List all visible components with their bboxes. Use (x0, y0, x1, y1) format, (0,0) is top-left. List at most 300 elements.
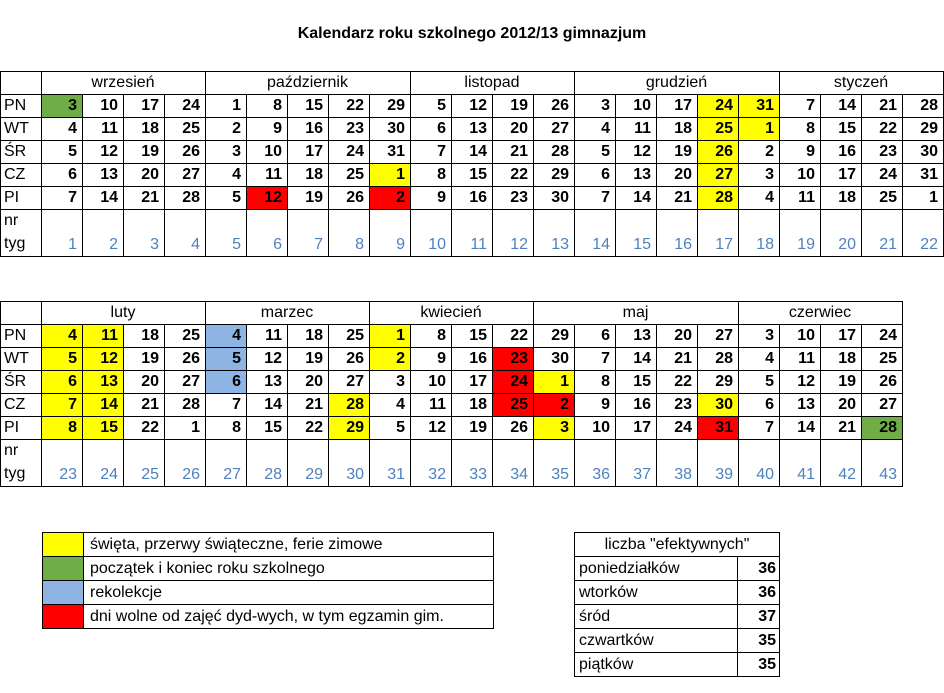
legend-label: rekolekcje (90, 583, 163, 601)
grid-line (615, 94, 616, 257)
count-value: 35 (758, 631, 776, 649)
day-cell: 31 (387, 142, 405, 160)
day-cell: 19 (305, 188, 323, 206)
day-cell: 9 (273, 119, 282, 137)
day-cell: 13 (633, 326, 651, 344)
legend-label: początek i koniec roku szkolnego (90, 559, 325, 577)
day-cell: 28 (861, 416, 902, 439)
day-label: PN (4, 326, 27, 344)
day-cell: 22 (510, 326, 528, 344)
day-cell: 16 (469, 349, 487, 367)
week-number: 26 (182, 465, 200, 483)
page-title: Kalendarz roku szkolnego 2012/13 gimnazjum (297, 25, 647, 42)
month-header: marzec (260, 303, 314, 321)
day-cell: 21 (838, 418, 856, 436)
day-cell: 3 (765, 165, 774, 183)
day-cell: 14 (633, 349, 651, 367)
day-cell: 27 (697, 163, 738, 186)
day-cell: 24 (674, 418, 692, 436)
grid-line (82, 94, 83, 257)
day-cell: 4 (68, 119, 77, 137)
week-number: 41 (797, 465, 815, 483)
day-cell: 3 (41, 94, 82, 117)
grid-line (0, 140, 944, 141)
grid-line (410, 324, 411, 487)
day-cell: 5 (205, 347, 246, 370)
day-cell: 24 (879, 165, 897, 183)
day-cell: 25 (182, 326, 200, 344)
day-label: ŚR (4, 372, 27, 390)
month-header: grudzień (645, 73, 708, 91)
day-cell: 15 (305, 96, 323, 114)
day-cell: 16 (838, 142, 856, 160)
day-cell: 25 (697, 117, 738, 140)
grid-line (0, 117, 944, 118)
week-number: 7 (314, 235, 323, 253)
grid-line (205, 301, 206, 487)
day-cell: 19 (141, 349, 159, 367)
legend-swatch-yellow (43, 533, 84, 556)
day-cell: 7 (232, 395, 241, 413)
day-cell: 4 (396, 395, 405, 413)
day-cell: 20 (305, 372, 323, 390)
day-cell: 20 (141, 372, 159, 390)
day-cell: 7 (601, 349, 610, 367)
day-cell: 3 (533, 416, 574, 439)
grid-line (164, 94, 165, 257)
day-cell: 19 (141, 142, 159, 160)
week-number-label: nr tyg (4, 442, 26, 482)
grid-line (328, 94, 329, 257)
day-cell: 21 (141, 188, 159, 206)
grid-line (451, 94, 452, 257)
day-cell: 22 (674, 372, 692, 390)
day-cell: 15 (469, 165, 487, 183)
grid-line (328, 324, 329, 487)
grid-line (738, 94, 739, 257)
day-cell: 12 (82, 347, 123, 370)
day-cell: 24 (346, 142, 364, 160)
week-number: 23 (59, 465, 77, 483)
week-number: 3 (150, 235, 159, 253)
day-cell: 3 (232, 142, 241, 160)
week-number: 33 (469, 465, 487, 483)
day-cell: 11 (798, 188, 815, 206)
legend-row-retreat (42, 581, 494, 605)
day-cell: 22 (305, 418, 323, 436)
grid-line (410, 71, 411, 257)
day-cell: 29 (551, 326, 569, 344)
day-cell: 19 (305, 349, 323, 367)
count-row-tuesday (574, 581, 780, 605)
count-value: 36 (758, 559, 776, 577)
day-cell: 26 (182, 349, 200, 367)
week-number: 24 (100, 465, 118, 483)
day-cell: 12 (100, 142, 118, 160)
day-label: PN (4, 96, 27, 114)
day-cell: 7 (765, 418, 774, 436)
day-cell: 1 (738, 117, 779, 140)
day-cell: 12 (797, 372, 815, 390)
count-row-wednesday (574, 605, 780, 629)
count-value: 35 (758, 655, 776, 673)
day-cell: 17 (305, 142, 323, 160)
week-number: 5 (232, 235, 241, 253)
day-cell: 11 (265, 165, 282, 183)
day-cell: 4 (232, 165, 241, 183)
grid-line (0, 163, 944, 164)
week-number: 30 (346, 465, 364, 483)
day-cell: 31 (738, 94, 779, 117)
day-cell: 12 (428, 418, 446, 436)
day-cell: 28 (697, 186, 738, 209)
week-number: 29 (305, 465, 323, 483)
day-cell: 23 (674, 395, 692, 413)
day-cell: 14 (469, 142, 487, 160)
day-cell: 15 (82, 416, 123, 439)
grid-line (779, 71, 780, 257)
legend-label: święta, przerwy świąteczne, ferie zimowe (90, 535, 383, 553)
grid-line (287, 94, 288, 257)
day-cell: 27 (346, 372, 364, 390)
day-cell: 10 (264, 142, 282, 160)
day-cell: 13 (264, 372, 282, 390)
day-cell: 5 (68, 142, 77, 160)
month-header: czerwiec (788, 303, 852, 321)
day-cell: 5 (41, 347, 82, 370)
count-row-thursday (574, 629, 780, 653)
day-cell: 12 (633, 142, 651, 160)
day-cell: 29 (715, 372, 733, 390)
day-cell: 2 (369, 347, 410, 370)
day-cell: 9 (437, 349, 446, 367)
day-cell: 7 (437, 142, 446, 160)
day-cell: 6 (765, 395, 774, 413)
week-number: 18 (756, 235, 774, 253)
month-header: styczeń (833, 73, 889, 91)
day-cell: 10 (797, 326, 815, 344)
week-number: 1 (68, 235, 77, 253)
day-cell: 24 (182, 96, 200, 114)
day-cell: 8 (232, 418, 241, 436)
week-number: 36 (592, 465, 610, 483)
day-label: PI (4, 188, 20, 206)
day-cell: 25 (346, 326, 364, 344)
day-cell: 10 (100, 96, 118, 114)
week-number: 43 (879, 465, 897, 483)
grid-line (0, 301, 903, 302)
grid-line (902, 301, 903, 487)
day-cell: 26 (697, 140, 738, 163)
day-label: WT (4, 349, 29, 367)
grid-line (533, 94, 534, 257)
legend-label: dni wolne od zajęć dyd-wych, w tym egzamin gim. (90, 607, 444, 625)
day-cell: 28 (551, 142, 569, 160)
month-header: wrzesień (91, 73, 155, 91)
day-cell: 11 (265, 326, 282, 344)
week-number: 27 (223, 465, 241, 483)
day-cell: 18 (838, 349, 856, 367)
calendar-sep-jan (0, 71, 943, 256)
week-number: 40 (756, 465, 774, 483)
legend-row-holidays (42, 532, 494, 557)
week-number-label: nr tyg (4, 212, 26, 252)
grid-line (41, 71, 42, 257)
week-number: 13 (551, 235, 569, 253)
day-cell: 30 (551, 349, 569, 367)
day-cell: 14 (797, 418, 815, 436)
count-label: czwartków (575, 629, 738, 652)
day-cell: 19 (510, 96, 528, 114)
day-cell: 27 (551, 119, 569, 137)
day-cell: 1 (369, 324, 410, 347)
day-cell: 11 (101, 119, 118, 137)
day-cell: 6 (41, 370, 82, 393)
week-number: 35 (551, 465, 569, 483)
day-cell: 26 (182, 142, 200, 160)
week-number: 25 (141, 465, 159, 483)
day-cell: 13 (469, 119, 487, 137)
day-cell: 1 (929, 188, 938, 206)
day-cell: 15 (264, 418, 282, 436)
count-row-monday (574, 557, 780, 581)
day-cell: 30 (387, 119, 405, 137)
grid-line (492, 324, 493, 487)
day-cell: 18 (141, 119, 159, 137)
day-cell: 18 (838, 188, 856, 206)
day-cell: 27 (182, 372, 200, 390)
month-header: luty (110, 303, 136, 321)
day-cell: 22 (510, 165, 528, 183)
day-cell: 29 (551, 165, 569, 183)
day-cell: 5 (601, 142, 610, 160)
day-cell: 18 (674, 119, 692, 137)
day-cell: 3 (765, 326, 774, 344)
day-cell: 21 (674, 188, 692, 206)
day-cell: 9 (437, 188, 446, 206)
day-cell: 17 (469, 372, 487, 390)
day-cell: 2 (533, 393, 574, 416)
grid-line (697, 94, 698, 257)
day-cell: 18 (305, 165, 323, 183)
day-cell: 25 (879, 188, 897, 206)
day-cell: 4 (205, 324, 246, 347)
day-cell: 11 (429, 395, 446, 413)
grid-line (0, 256, 944, 257)
day-cell: 26 (346, 349, 364, 367)
day-label: CZ (4, 395, 26, 413)
month-header: kwiecień (420, 303, 482, 321)
week-number: 39 (715, 465, 733, 483)
day-cell: 5 (765, 372, 774, 390)
grid-line (246, 94, 247, 257)
day-cell: 17 (838, 165, 856, 183)
day-cell: 20 (141, 165, 159, 183)
grid-line (615, 324, 616, 487)
day-cell: 25 (346, 165, 364, 183)
day-cell: 27 (879, 395, 897, 413)
day-cell: 5 (232, 188, 241, 206)
count-row-friday (574, 653, 780, 677)
month-header: listopad (464, 73, 520, 91)
day-cell: 6 (437, 119, 446, 137)
day-cell: 26 (510, 418, 528, 436)
week-number: 19 (797, 235, 815, 253)
grid-line (369, 301, 370, 487)
day-cell: 1 (533, 370, 574, 393)
day-cell: 21 (879, 96, 897, 114)
grid-line (0, 186, 944, 187)
day-cell: 2 (369, 186, 410, 209)
legend-row-days-off (42, 605, 494, 629)
day-label: PI (4, 418, 20, 436)
week-number: 14 (592, 235, 610, 253)
count-label: wtorków (575, 581, 738, 604)
day-cell: 19 (469, 418, 487, 436)
month-header: październik (267, 73, 348, 91)
grid-line (861, 94, 862, 257)
day-cell: 16 (633, 395, 651, 413)
day-cell: 21 (510, 142, 528, 160)
week-number: 15 (633, 235, 651, 253)
week-number: 21 (879, 235, 897, 253)
day-cell: 27 (182, 165, 200, 183)
day-cell: 18 (141, 326, 159, 344)
week-number: 38 (674, 465, 692, 483)
week-number: 34 (510, 465, 528, 483)
calendar-feb-jun (0, 301, 902, 486)
grid-line (369, 94, 370, 257)
count-label: piątków (575, 653, 738, 676)
day-cell: 8 (806, 119, 815, 137)
week-number: 4 (191, 235, 200, 253)
day-cell: 28 (715, 349, 733, 367)
day-cell: 25 (492, 393, 533, 416)
day-cell: 7 (41, 393, 82, 416)
day-cell: 26 (879, 372, 897, 390)
day-cell: 1 (232, 96, 241, 114)
day-cell: 3 (396, 372, 405, 390)
day-cell: 20 (510, 119, 528, 137)
day-cell: 12 (264, 349, 282, 367)
day-cell: 23 (879, 142, 897, 160)
grid-line (123, 324, 124, 487)
day-cell: 14 (82, 393, 123, 416)
day-cell: 30 (920, 142, 938, 160)
day-cell: 18 (305, 326, 323, 344)
day-cell: 11 (798, 349, 815, 367)
day-cell: 28 (920, 96, 938, 114)
day-cell: 9 (601, 395, 610, 413)
day-cell: 26 (551, 96, 569, 114)
count-label: poniedziałków (575, 557, 738, 580)
day-cell: 14 (838, 96, 856, 114)
day-cell: 10 (633, 96, 651, 114)
day-cell: 16 (469, 188, 487, 206)
legend-swatch-green (43, 557, 84, 580)
day-cell: 24 (492, 370, 533, 393)
grid-line (574, 71, 575, 257)
day-cell: 24 (697, 94, 738, 117)
day-label: CZ (4, 165, 26, 183)
day-cell: 8 (41, 416, 82, 439)
day-cell: 27 (715, 326, 733, 344)
week-number: 32 (428, 465, 446, 483)
day-cell: 14 (100, 188, 118, 206)
day-cell: 20 (838, 395, 856, 413)
grid-line (82, 324, 83, 487)
day-cell: 3 (601, 96, 610, 114)
grid-line (164, 324, 165, 487)
day-cell: 25 (879, 349, 897, 367)
day-cell: 6 (601, 165, 610, 183)
day-label: ŚR (4, 142, 27, 160)
grid-line (492, 94, 493, 257)
grid-line (656, 94, 657, 257)
grid-line (574, 324, 575, 487)
day-cell: 12 (246, 186, 287, 209)
day-cell: 7 (806, 96, 815, 114)
day-cell: 8 (601, 372, 610, 390)
effective-days-table (574, 532, 780, 677)
day-cell: 26 (346, 188, 364, 206)
grid-line (0, 209, 944, 210)
day-cell: 21 (141, 395, 159, 413)
day-cell: 20 (674, 326, 692, 344)
day-cell: 19 (838, 372, 856, 390)
day-cell: 7 (601, 188, 610, 206)
effective-days-header: liczba "efektywnych" (574, 532, 780, 557)
week-number: 2 (109, 235, 118, 253)
day-cell: 13 (100, 165, 118, 183)
grid-line (656, 324, 657, 487)
day-cell: 4 (601, 119, 610, 137)
day-cell: 23 (510, 188, 528, 206)
day-cell: 14 (633, 188, 651, 206)
week-number: 8 (355, 235, 364, 253)
day-cell: 8 (273, 96, 282, 114)
day-cell: 19 (674, 142, 692, 160)
day-cell: 6 (68, 165, 77, 183)
week-number: 17 (715, 235, 733, 253)
day-cell: 28 (182, 395, 200, 413)
day-cell: 16 (305, 119, 323, 137)
day-cell: 11 (82, 324, 123, 347)
grid-line (246, 324, 247, 487)
week-number: 20 (838, 235, 856, 253)
grid-line (902, 94, 903, 257)
day-cell: 29 (387, 96, 405, 114)
day-cell: 2 (232, 119, 241, 137)
grid-line (0, 71, 944, 72)
day-cell: 15 (469, 326, 487, 344)
day-cell: 10 (428, 372, 446, 390)
day-cell: 1 (191, 418, 200, 436)
grid-line (0, 94, 944, 95)
day-cell: 10 (797, 165, 815, 183)
day-cell: 30 (697, 393, 738, 416)
week-number: 22 (920, 235, 938, 253)
day-cell: 15 (838, 119, 856, 137)
grid-line (738, 301, 739, 487)
day-cell: 7 (68, 188, 77, 206)
day-cell: 17 (633, 418, 651, 436)
day-cell: 13 (633, 165, 651, 183)
week-number: 10 (428, 235, 446, 253)
day-label: WT (4, 119, 29, 137)
count-value: 36 (758, 583, 776, 601)
day-cell: 24 (879, 326, 897, 344)
